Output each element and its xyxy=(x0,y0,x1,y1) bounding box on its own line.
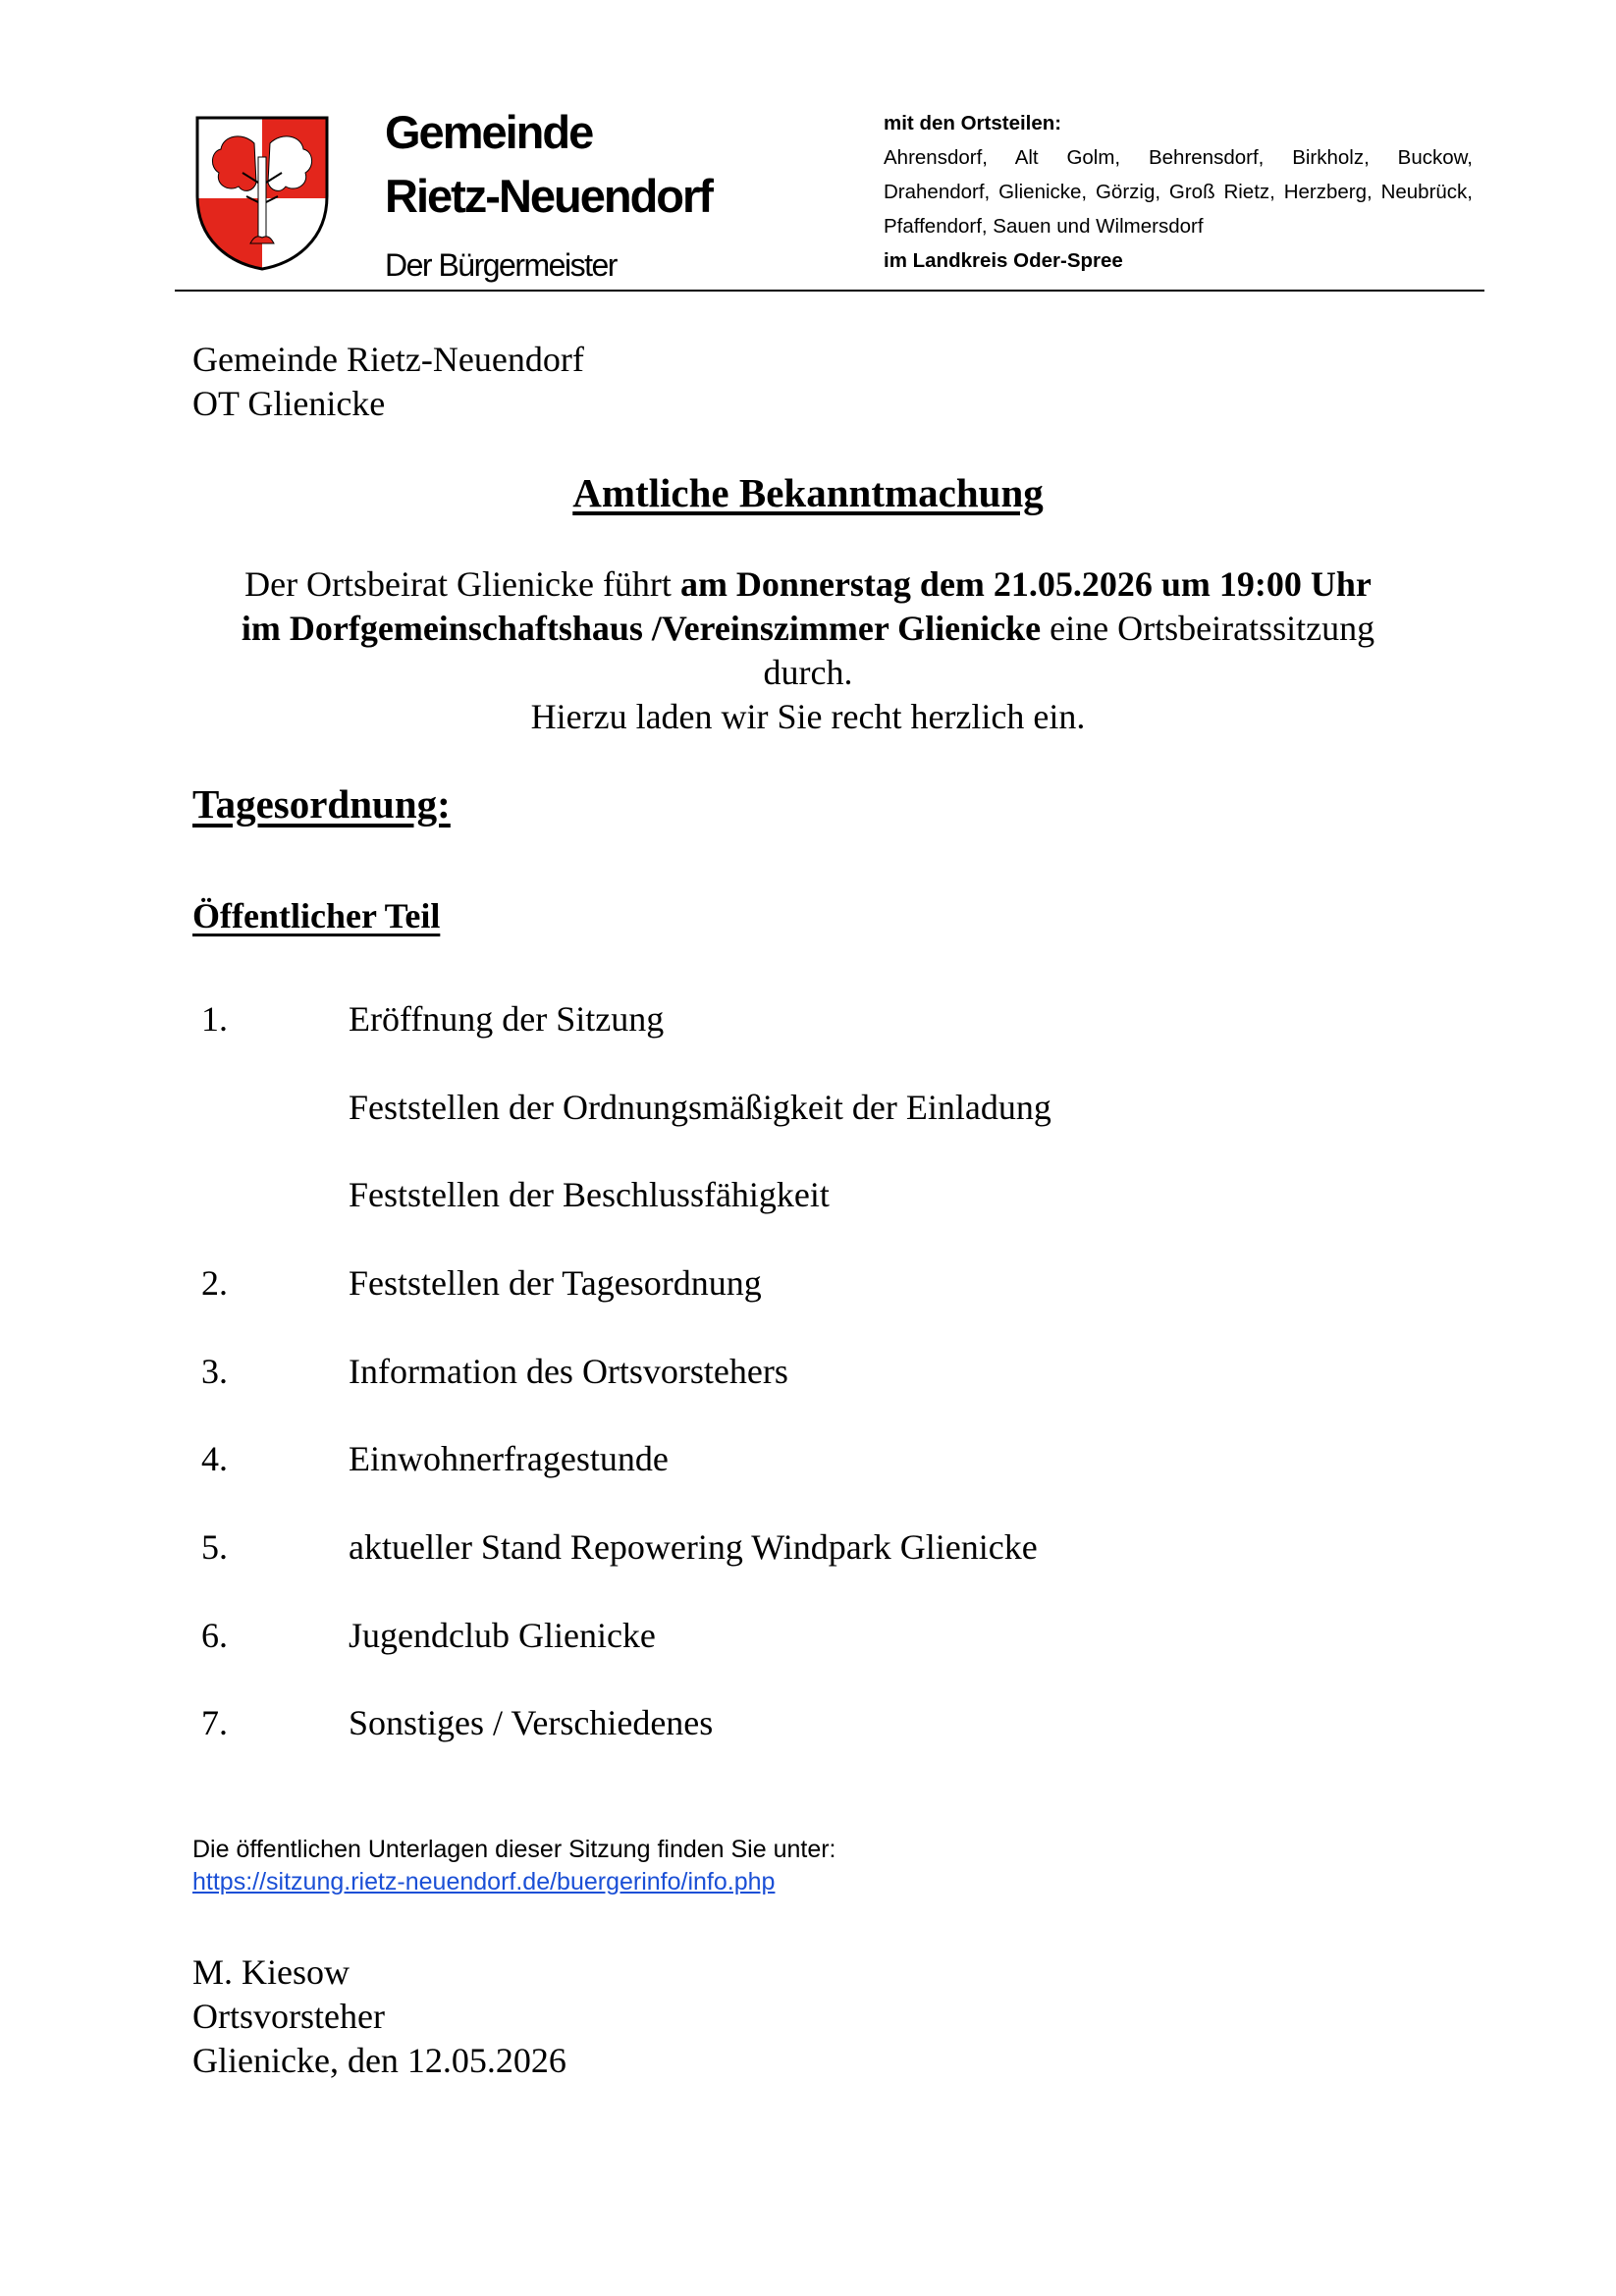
invitation-text: Hierzu laden wir Sie recht herzlich ein. xyxy=(530,697,1086,736)
signature-role: Ortsvorsteher xyxy=(192,1997,385,2036)
agenda-item-text: Jugendclub Glienicke xyxy=(349,1616,656,1655)
agenda-item-text: aktueller Stand Repowering Windpark Glienicke xyxy=(349,1527,1038,1567)
district-county: im Landkreis Oder-Spree xyxy=(884,249,1123,272)
intro-paragraph xyxy=(157,562,1459,739)
office-title: Der Bürgermeister xyxy=(385,247,617,283)
districts-line-2: Drahendorf, Glienicke, Görzig, Groß Rietz, Herzberg, Neubrück, xyxy=(884,181,1473,203)
districts-line-3: Pfaffendorf, Sauen und Wilmersdorf xyxy=(884,215,1204,238)
districts-block xyxy=(884,106,1473,278)
intro-text-1: Der Ortsbeirat Glienicke führt xyxy=(244,564,680,604)
intro-text-3: durch. xyxy=(763,653,853,692)
agenda-item-text: Feststellen der Beschlussfähigkeit xyxy=(349,1175,830,1214)
agenda-item-number: 5. xyxy=(201,1527,228,1567)
recipient-block xyxy=(192,338,584,426)
recipient-line-1: Gemeinde Rietz-Neuendorf xyxy=(192,340,584,379)
documents-block xyxy=(192,1834,836,1898)
agenda-item-number: 6. xyxy=(201,1616,228,1655)
agenda-item-number: 1. xyxy=(201,999,228,1039)
agenda-heading: Tagesordnung: xyxy=(192,781,451,827)
documents-link[interactable]: https://sitzung.rietz-neuendorf.de/buergerinfo/info.php xyxy=(192,1868,776,1896)
coat-of-arms xyxy=(193,114,331,273)
section-heading: Öffentlicher Teil xyxy=(192,896,441,935)
municipality-line2: Rietz-Neuendorf xyxy=(385,170,712,222)
header-divider xyxy=(175,290,1484,292)
agenda-item-text: Information des Ortsvorstehers xyxy=(349,1352,788,1391)
documents-text: Die öffentlichen Unterlagen dieser Sitzung finden Sie unter: xyxy=(192,1836,836,1863)
agenda-item-number: 2. xyxy=(201,1263,228,1303)
meeting-date-time: am Donnerstag dem 21.05.2026 um 19:00 Uhr xyxy=(679,564,1372,604)
page-title: Amtliche Bekanntmachung xyxy=(572,470,1044,515)
meeting-location: im Dorfgemeinschaftshaus /Vereinszimmer Glienicke xyxy=(241,609,1042,648)
agenda-item-number: 7. xyxy=(201,1703,228,1742)
agenda-item-text: Sonstiges / Verschiedenes xyxy=(349,1703,714,1742)
agenda-item-number: 3. xyxy=(201,1352,228,1391)
agenda-item-text: Eröffnung der Sitzung xyxy=(349,999,665,1039)
signature-name: M. Kiesow xyxy=(192,1952,350,1992)
intro-text-2: eine Ortsbeiratssitzung xyxy=(1041,609,1375,648)
municipality-line1: Gemeinde xyxy=(385,106,593,158)
districts-line-1: Ahrensdorf, Alt Golm, Behrensdorf, Birkholz, Buckow, xyxy=(884,146,1473,169)
agenda-item-text: Einwohnerfragestunde xyxy=(349,1439,669,1478)
agenda-item-text: Feststellen der Tagesordnung xyxy=(349,1263,762,1303)
agenda-item-text: Feststellen der Ordnungsmäßigkeit der Einladung xyxy=(349,1088,1051,1127)
agenda-item-number: 4. xyxy=(201,1439,228,1478)
districts-heading: mit den Ortsteilen: xyxy=(884,112,1062,134)
recipient-line-2: OT Glienicke xyxy=(192,384,386,423)
signature-place-date: Glienicke, den 12.05.2026 xyxy=(192,2041,566,2080)
signature-block xyxy=(192,1950,566,2083)
